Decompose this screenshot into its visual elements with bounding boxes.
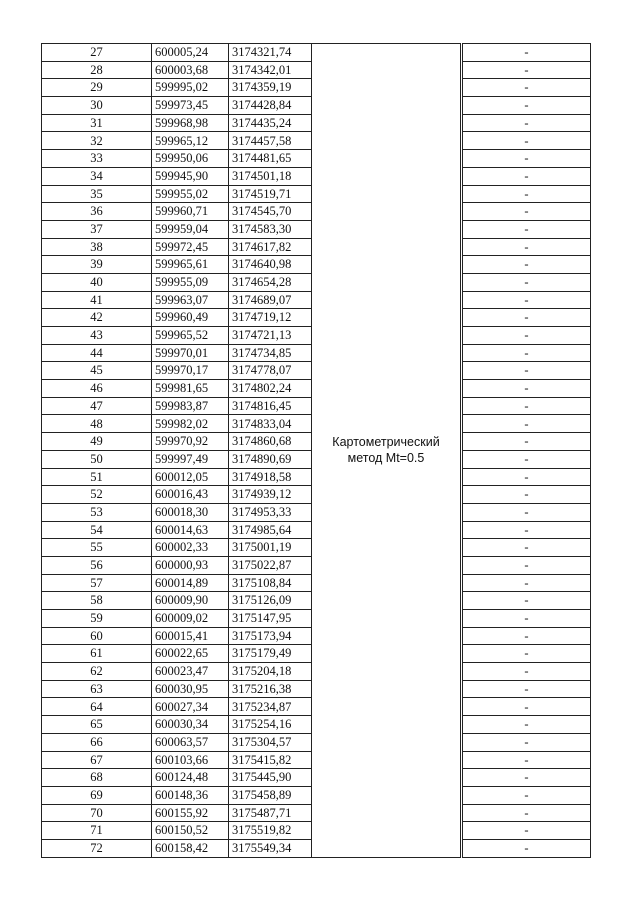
- point-number-cell: 30: [42, 97, 152, 115]
- x-coordinate-cell: 600150,52: [152, 822, 229, 840]
- x-coordinate-cell: 600023,47: [152, 663, 229, 681]
- x-coordinate-cell: 599950,06: [152, 150, 229, 168]
- note-cell: -: [463, 610, 591, 628]
- note-cell: -: [463, 751, 591, 769]
- note-cell: -: [463, 415, 591, 433]
- note-cell: -: [463, 380, 591, 398]
- x-coordinate-cell: 600030,34: [152, 716, 229, 734]
- point-number-cell: 71: [42, 822, 152, 840]
- note-cell: -: [463, 309, 591, 327]
- note-cell: -: [463, 769, 591, 787]
- note-cell: -: [463, 822, 591, 840]
- x-coordinate-cell: 599965,52: [152, 327, 229, 345]
- y-coordinate-cell: 3174583,30: [229, 220, 312, 238]
- y-coordinate-cell: 3174481,65: [229, 150, 312, 168]
- x-coordinate-cell: 600124,48: [152, 769, 229, 787]
- point-number-cell: 41: [42, 291, 152, 309]
- point-number-cell: 59: [42, 610, 152, 628]
- point-number-cell: 46: [42, 380, 152, 398]
- x-coordinate-cell: 600063,57: [152, 733, 229, 751]
- x-coordinate-cell: 600000,93: [152, 556, 229, 574]
- note-cell: -: [463, 79, 591, 97]
- note-cell: -: [463, 433, 591, 451]
- y-coordinate-cell: 3174617,82: [229, 238, 312, 256]
- note-cell: -: [463, 804, 591, 822]
- y-coordinate-cell: 3174501,18: [229, 167, 312, 185]
- note-cell: -: [463, 786, 591, 804]
- y-coordinate-cell: 3174428,84: [229, 97, 312, 115]
- note-cell: -: [463, 132, 591, 150]
- x-coordinate-cell: 600030,95: [152, 680, 229, 698]
- y-coordinate-cell: 3175173,94: [229, 627, 312, 645]
- x-coordinate-cell: 599973,45: [152, 97, 229, 115]
- point-number-cell: 48: [42, 415, 152, 433]
- y-coordinate-cell: 3174918,58: [229, 468, 312, 486]
- x-coordinate-cell: 599981,65: [152, 380, 229, 398]
- point-number-cell: 58: [42, 592, 152, 610]
- note-cell: -: [463, 203, 591, 221]
- point-number-cell: 29: [42, 79, 152, 97]
- coordinates-table: [41, 43, 591, 858]
- point-number-cell: 65: [42, 716, 152, 734]
- y-coordinate-cell: 3175147,95: [229, 610, 312, 628]
- y-coordinate-cell: 3174654,28: [229, 273, 312, 291]
- point-number-cell: 68: [42, 769, 152, 787]
- point-number-cell: 55: [42, 539, 152, 557]
- note-cell: -: [463, 185, 591, 203]
- point-number-cell: 34: [42, 167, 152, 185]
- y-coordinate-cell: 3175022,87: [229, 556, 312, 574]
- y-coordinate-cell: 3175519,82: [229, 822, 312, 840]
- note-cell: -: [463, 521, 591, 539]
- note-cell: -: [463, 486, 591, 504]
- note-cell: -: [463, 256, 591, 274]
- x-coordinate-cell: 600016,43: [152, 486, 229, 504]
- x-coordinate-cell: 599945,90: [152, 167, 229, 185]
- x-coordinate-cell: 599965,12: [152, 132, 229, 150]
- point-number-cell: 40: [42, 273, 152, 291]
- y-coordinate-cell: 3174778,07: [229, 362, 312, 380]
- point-number-cell: 54: [42, 521, 152, 539]
- x-coordinate-cell: 600014,63: [152, 521, 229, 539]
- y-coordinate-cell: 3174689,07: [229, 291, 312, 309]
- x-coordinate-cell: 599972,45: [152, 238, 229, 256]
- note-cell: -: [463, 716, 591, 734]
- table-row: [42, 44, 591, 62]
- y-coordinate-cell: 3175204,18: [229, 663, 312, 681]
- point-number-cell: 64: [42, 698, 152, 716]
- y-coordinate-cell: 3175304,57: [229, 733, 312, 751]
- method-cell: Картометрический метод Mt=0.5: [312, 44, 461, 858]
- x-coordinate-cell: 600022,65: [152, 645, 229, 663]
- point-number-cell: 51: [42, 468, 152, 486]
- x-coordinate-cell: 600005,24: [152, 44, 229, 62]
- note-cell: -: [463, 344, 591, 362]
- note-cell: -: [463, 397, 591, 415]
- x-coordinate-cell: 600018,30: [152, 503, 229, 521]
- note-cell: -: [463, 97, 591, 115]
- note-cell: -: [463, 663, 591, 681]
- x-coordinate-cell: 599963,07: [152, 291, 229, 309]
- x-coordinate-cell: 599995,02: [152, 79, 229, 97]
- note-cell: -: [463, 539, 591, 557]
- note-cell: -: [463, 44, 591, 62]
- note-cell: -: [463, 733, 591, 751]
- table-body: [42, 44, 591, 858]
- note-cell: -: [463, 503, 591, 521]
- note-cell: -: [463, 327, 591, 345]
- note-cell: -: [463, 627, 591, 645]
- y-coordinate-cell: 3175216,38: [229, 680, 312, 698]
- x-coordinate-cell: 599959,04: [152, 220, 229, 238]
- point-number-cell: 52: [42, 486, 152, 504]
- y-coordinate-cell: 3174939,12: [229, 486, 312, 504]
- x-coordinate-cell: 599970,17: [152, 362, 229, 380]
- y-coordinate-cell: 3174860,68: [229, 433, 312, 451]
- note-cell: -: [463, 592, 591, 610]
- x-coordinate-cell: 599970,01: [152, 344, 229, 362]
- note-cell: -: [463, 167, 591, 185]
- y-coordinate-cell: 3174640,98: [229, 256, 312, 274]
- note-cell: -: [463, 114, 591, 132]
- note-cell: -: [463, 220, 591, 238]
- point-number-cell: 56: [42, 556, 152, 574]
- point-number-cell: 53: [42, 503, 152, 521]
- y-coordinate-cell: 3175126,09: [229, 592, 312, 610]
- point-number-cell: 62: [42, 663, 152, 681]
- x-coordinate-cell: 600158,42: [152, 839, 229, 857]
- x-coordinate-cell: 600009,90: [152, 592, 229, 610]
- x-coordinate-cell: 600103,66: [152, 751, 229, 769]
- note-cell: -: [463, 273, 591, 291]
- point-number-cell: 33: [42, 150, 152, 168]
- point-number-cell: 27: [42, 44, 152, 62]
- y-coordinate-cell: 3174719,12: [229, 309, 312, 327]
- y-coordinate-cell: 3174435,24: [229, 114, 312, 132]
- note-cell: -: [463, 698, 591, 716]
- x-coordinate-cell: 600027,34: [152, 698, 229, 716]
- y-coordinate-cell: 3174953,33: [229, 503, 312, 521]
- note-cell: -: [463, 556, 591, 574]
- y-coordinate-cell: 3175458,89: [229, 786, 312, 804]
- point-number-cell: 43: [42, 327, 152, 345]
- point-number-cell: 60: [42, 627, 152, 645]
- note-cell: -: [463, 680, 591, 698]
- x-coordinate-cell: 600014,89: [152, 574, 229, 592]
- x-coordinate-cell: 600002,33: [152, 539, 229, 557]
- point-number-cell: 44: [42, 344, 152, 362]
- y-coordinate-cell: 3174734,85: [229, 344, 312, 362]
- point-number-cell: 28: [42, 61, 152, 79]
- x-coordinate-cell: 599960,71: [152, 203, 229, 221]
- y-coordinate-cell: 3174985,64: [229, 521, 312, 539]
- note-cell: -: [463, 238, 591, 256]
- y-coordinate-cell: 3175549,34: [229, 839, 312, 857]
- note-cell: -: [463, 362, 591, 380]
- note-cell: -: [463, 291, 591, 309]
- point-number-cell: 66: [42, 733, 152, 751]
- point-number-cell: 49: [42, 433, 152, 451]
- note-cell: -: [463, 450, 591, 468]
- note-cell: -: [463, 574, 591, 592]
- y-coordinate-cell: 3175254,16: [229, 716, 312, 734]
- point-number-cell: 50: [42, 450, 152, 468]
- y-coordinate-cell: 3175415,82: [229, 751, 312, 769]
- point-number-cell: 37: [42, 220, 152, 238]
- y-coordinate-cell: 3175179,49: [229, 645, 312, 663]
- y-coordinate-cell: 3174833,04: [229, 415, 312, 433]
- y-coordinate-cell: 3174457,58: [229, 132, 312, 150]
- y-coordinate-cell: 3175234,87: [229, 698, 312, 716]
- note-cell: -: [463, 150, 591, 168]
- point-number-cell: 61: [42, 645, 152, 663]
- note-cell: -: [463, 839, 591, 857]
- point-number-cell: 63: [42, 680, 152, 698]
- y-coordinate-cell: 3174342,01: [229, 61, 312, 79]
- note-cell: -: [463, 645, 591, 663]
- y-coordinate-cell: 3175001,19: [229, 539, 312, 557]
- x-coordinate-cell: 599955,09: [152, 273, 229, 291]
- y-coordinate-cell: 3174519,71: [229, 185, 312, 203]
- y-coordinate-cell: 3175445,90: [229, 769, 312, 787]
- x-coordinate-cell: 599955,02: [152, 185, 229, 203]
- x-coordinate-cell: 599997,49: [152, 450, 229, 468]
- x-coordinate-cell: 600012,05: [152, 468, 229, 486]
- x-coordinate-cell: 600155,92: [152, 804, 229, 822]
- note-cell: -: [463, 61, 591, 79]
- x-coordinate-cell: 600009,02: [152, 610, 229, 628]
- x-coordinate-cell: 600148,36: [152, 786, 229, 804]
- point-number-cell: 45: [42, 362, 152, 380]
- point-number-cell: 42: [42, 309, 152, 327]
- y-coordinate-cell: 3174721,13: [229, 327, 312, 345]
- x-coordinate-cell: 600015,41: [152, 627, 229, 645]
- point-number-cell: 70: [42, 804, 152, 822]
- y-coordinate-cell: 3174359,19: [229, 79, 312, 97]
- x-coordinate-cell: 599965,61: [152, 256, 229, 274]
- point-number-cell: 32: [42, 132, 152, 150]
- point-number-cell: 36: [42, 203, 152, 221]
- y-coordinate-cell: 3174802,24: [229, 380, 312, 398]
- point-number-cell: 35: [42, 185, 152, 203]
- x-coordinate-cell: 599982,02: [152, 415, 229, 433]
- x-coordinate-cell: 599968,98: [152, 114, 229, 132]
- y-coordinate-cell: 3174890,69: [229, 450, 312, 468]
- point-number-cell: 69: [42, 786, 152, 804]
- x-coordinate-cell: 599983,87: [152, 397, 229, 415]
- point-number-cell: 72: [42, 839, 152, 857]
- y-coordinate-cell: 3175108,84: [229, 574, 312, 592]
- point-number-cell: 31: [42, 114, 152, 132]
- point-number-cell: 57: [42, 574, 152, 592]
- y-coordinate-cell: 3175487,71: [229, 804, 312, 822]
- point-number-cell: 39: [42, 256, 152, 274]
- x-coordinate-cell: 599970,92: [152, 433, 229, 451]
- x-coordinate-cell: 599960,49: [152, 309, 229, 327]
- point-number-cell: 67: [42, 751, 152, 769]
- point-number-cell: 47: [42, 397, 152, 415]
- note-cell: -: [463, 468, 591, 486]
- x-coordinate-cell: 600003,68: [152, 61, 229, 79]
- y-coordinate-cell: 3174545,70: [229, 203, 312, 221]
- point-number-cell: 38: [42, 238, 152, 256]
- y-coordinate-cell: 3174816,45: [229, 397, 312, 415]
- y-coordinate-cell: 3174321,74: [229, 44, 312, 62]
